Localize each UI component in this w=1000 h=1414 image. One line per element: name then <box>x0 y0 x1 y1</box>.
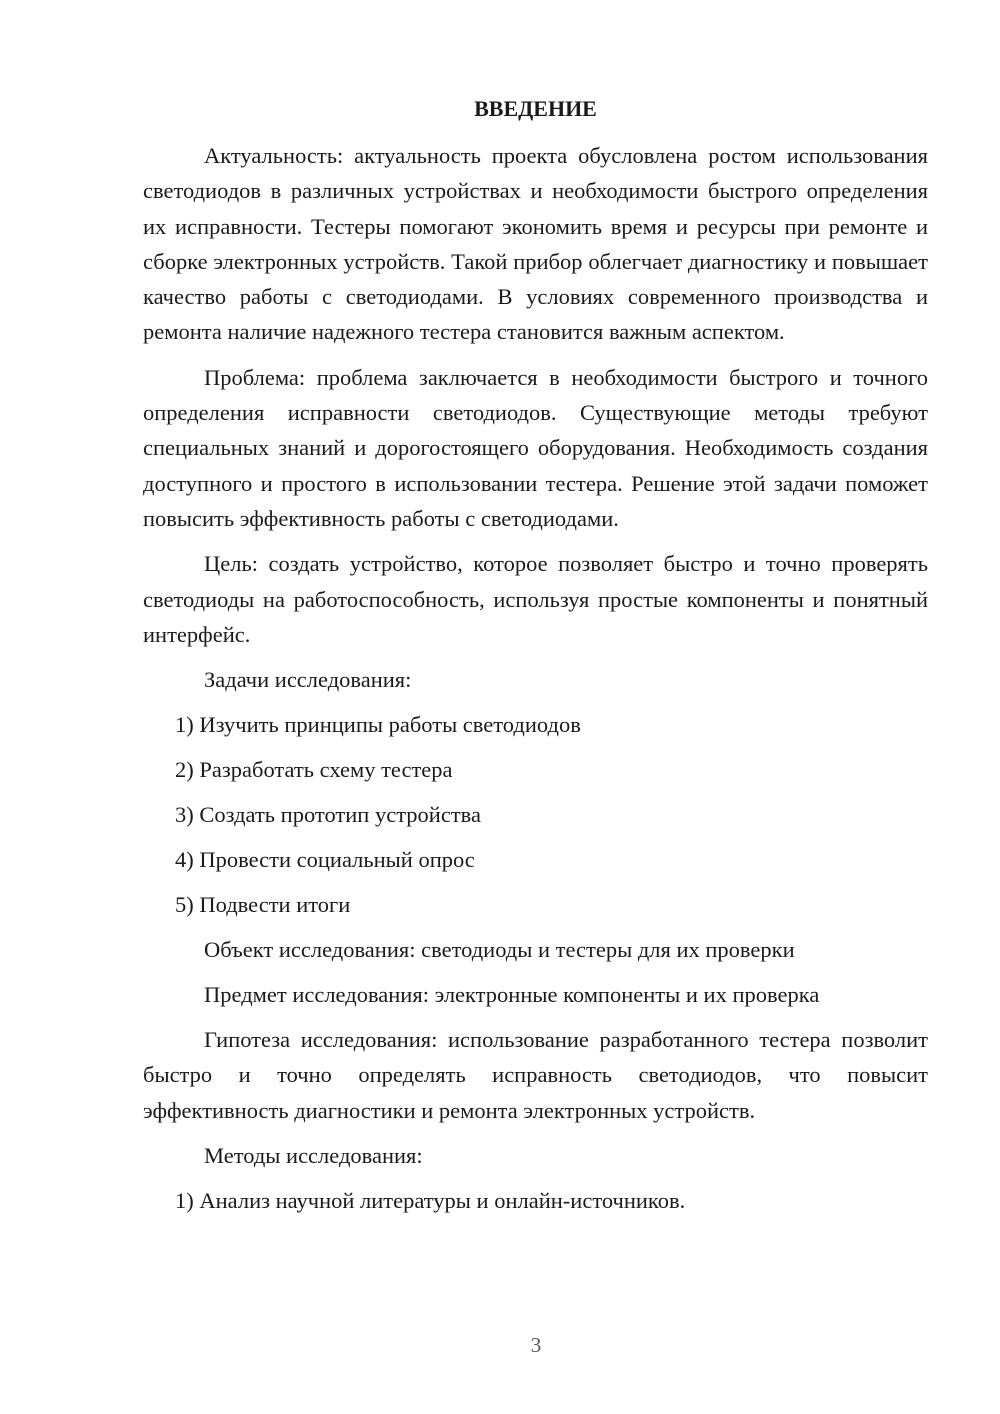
task-item: 3) Создать прототип устройства <box>175 802 481 828</box>
section-title: ВВЕДЕНИЕ <box>474 96 597 121</box>
relevance-paragraph: Актуальность: актуальность проекта обусловлена ростом использования светодиодов в различных устройствах и необходимости быстрого определения их исправности. Тестеры помогают экономить время и ресурсы при ремонте и сборке электронных устройств. Такой прибор облегчает диагностику и повышает качество работы с светодиодами. В условиях современного производства и ремонта наличие надежного тестера становится важным аспектом. <box>143 143 928 345</box>
page-number: 3 <box>530 1333 542 1357</box>
methods-heading: Методы исследования: <box>204 1143 423 1169</box>
document-page <box>143 94 928 1228</box>
task-item: 4) Провести социальный опрос <box>175 847 475 873</box>
goal-paragraph: Цель: создать устройство, которое позволяет быстро и точно проверять светодиоды на работоспособность, используя простые компоненты и понятный интерфейс. <box>143 551 928 647</box>
research-object: Объект исследования: светодиоды и тестеры для их проверки <box>204 937 795 963</box>
task-item: 2) Разработать схему тестера <box>175 757 453 783</box>
research-subject: Предмет исследования: электронные компоненты и их проверка <box>204 982 820 1008</box>
task-item: 5) Подвести итоги <box>175 892 351 918</box>
task-item: 1) Изучить принципы работы светодиодов <box>175 712 581 738</box>
problem-paragraph: Проблема: проблема заключается в необходимости быстрого и точного определения исправности светодиодов. Существующие методы требуют специальных знаний и дорогостоящего оборудования. Необходимость создания доступного и простого в использовании тестера. Решение этой задачи поможет повысить эффективность работы с светодиодами. <box>143 364 928 531</box>
method-item: 1) Анализ научной литературы и онлайн-источников. <box>175 1188 686 1214</box>
tasks-heading: Задачи исследования: <box>204 667 412 693</box>
hypothesis-paragraph: Гипотеза исследования: использование разработанного тестера позволит быстро и точно определять исправность светодиодов, что повысит эффективность диагностики и ремонта электронных устройств. <box>143 1027 928 1123</box>
